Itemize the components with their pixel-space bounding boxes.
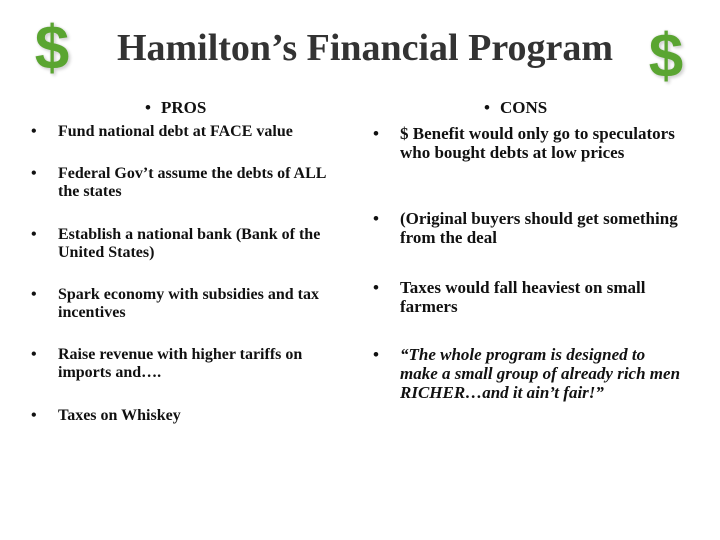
bullet: • [31, 123, 37, 140]
bullet: • [373, 345, 379, 364]
dollar-sign-icon: $ [648, 22, 684, 91]
page-title: Hamilton’s Financial Program [116, 27, 614, 69]
cons-item [373, 124, 685, 162]
cons-item-text: “The whole program is designed to make a small group of already rich men RICHER…and it ain’t fair!” [400, 345, 681, 402]
bullet: • [373, 124, 379, 143]
pros-item [31, 123, 328, 141]
pros-item-text: Federal Gov’t assume the debts of ALL the states [58, 165, 326, 200]
pros-heading [145, 98, 206, 118]
bullet: • [373, 278, 379, 297]
dollar-sign-icon: $ [34, 14, 70, 83]
pros-item [31, 286, 328, 322]
pros-item-text: Establish a national bank (Bank of the United States) [58, 226, 321, 261]
pros-heading-label: PROS [160, 98, 207, 117]
bullet: • [31, 226, 37, 243]
pros-item-text: Taxes on Whiskey [58, 407, 181, 424]
cons-item-text: Taxes would fall heaviest on small farmers [400, 278, 646, 316]
bullet: • [145, 98, 151, 117]
pros-item [31, 165, 328, 201]
pros-item [31, 407, 328, 425]
bullet: • [373, 209, 379, 228]
cons-item [373, 209, 685, 247]
cons-item [373, 345, 685, 402]
pros-item-text: Spark economy with subsidies and tax incentives [58, 286, 319, 321]
cons-item-text: (Original buyers should get something from the deal [400, 209, 678, 247]
pros-item [31, 226, 328, 262]
bullet: • [31, 286, 37, 303]
bullet: • [31, 165, 37, 182]
bullet: • [31, 346, 37, 363]
bullet: • [31, 407, 37, 424]
cons-item [373, 278, 685, 316]
cons-item-text: $ Benefit would only go to speculators who bought debts at low prices [400, 124, 675, 162]
pros-item-text: Raise revenue with higher tariffs on imports and…. [58, 346, 303, 381]
pros-item [31, 346, 328, 382]
pros-item-text: Fund national debt at FACE value [58, 123, 293, 140]
bullet: • [484, 98, 490, 117]
cons-heading-label: CONS [499, 98, 548, 117]
cons-heading [484, 98, 547, 118]
